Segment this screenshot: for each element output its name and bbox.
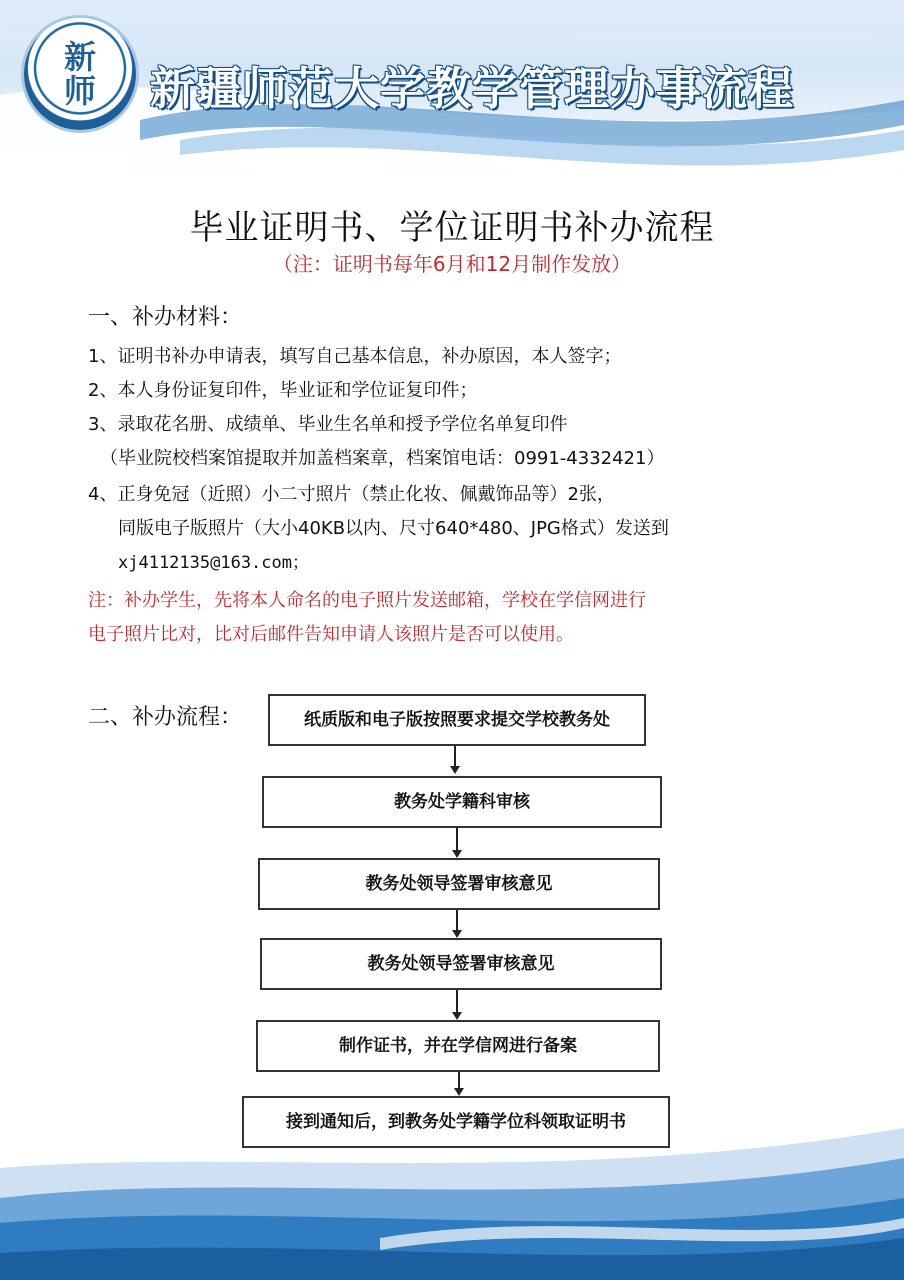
flow-step-1: 纸质版和电子版按照要求提交学校教务处 [268,694,646,746]
process-heading: 二、补办流程： [88,705,243,730]
header-banner [0,0,904,190]
materials-item-1: 1、证明书补办申请表，填写自己基本信息，补办原因，本人签字； [88,346,622,367]
footer-waves [0,1128,904,1280]
flow-step-2: 教务处学籍科审核 [262,776,662,828]
flow-step-6: 接到通知后，到教务处学籍学位科领取证明书 [242,1096,670,1148]
materials-item-4: 4、正身免冠（近照）小二寸照片（禁止化妆、佩戴饰品等）2张， [88,484,615,505]
materials-notice-line-1: 注：补办学生，先将本人命名的电子照片发送邮箱，学校在学信网进行 [88,590,646,611]
flow-step-5: 制作证书，并在学信网进行备案 [256,1020,660,1072]
document-note: （注：证明书每年6月和12月制作发放） [272,252,632,276]
materials-item-2: 2、本人身份证复印件，毕业证和学位证复印件； [88,380,478,401]
materials-notice-line-2: 电子照片比对，比对后邮件告知申请人该照片是否可以使用。 [88,624,574,645]
materials-email: xj4112135@163.com； [118,553,309,573]
materials-heading: 一、补办材料： [88,305,243,330]
logo-emblem-text: 新 师 [63,38,96,110]
banner-title: 新疆师范大学教学管理办事流程 [150,62,795,115]
materials-item-3: 3、录取花名册、成绩单、毕业生名单和授予学位名单复印件 [88,414,568,435]
flow-step-3: 教务处领导签署审核意见 [258,858,660,910]
document-title: 毕业证明书、学位证明书补办流程 [189,208,715,248]
university-logo [24,18,136,130]
materials-item-3-detail: （毕业院校档案馆提取并加盖档案章，档案馆电话：0991-4332421） [100,448,665,469]
materials-item-4-detail: 同版电子版照片（大小40KB以内、尺寸640*480、JPG格式）发送到 [118,518,669,539]
flow-step-4: 教务处领导签署审核意见 [260,938,662,990]
